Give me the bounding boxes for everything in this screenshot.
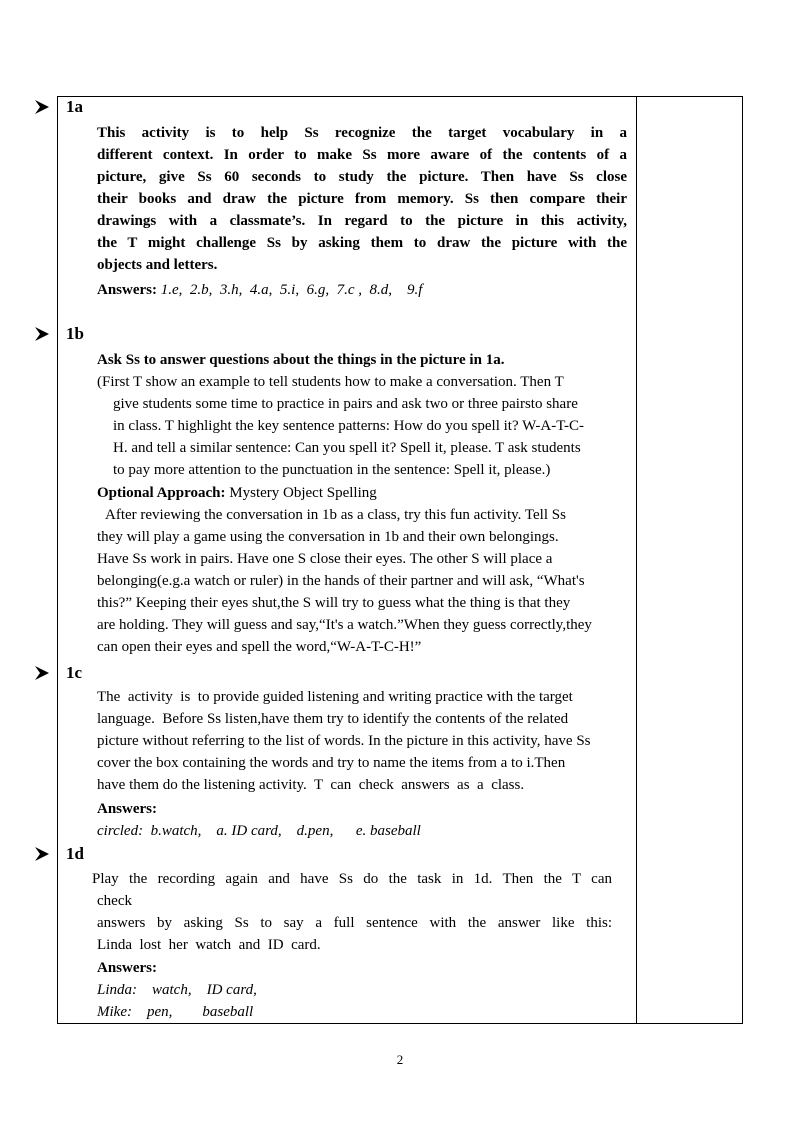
- text-line: H. and tell a similar sentence: Can you spell it? Spell it, please. T ask students: [113, 440, 581, 456]
- text-line: picture, give Ss 60 seconds to study the picture. Then have Ss close: [97, 169, 627, 185]
- text-line: The activity is to provide guided listening and writing practice with the target: [97, 689, 573, 705]
- answers-1d-label: Answers:: [97, 960, 157, 976]
- optional-approach-title: Mystery Object Spelling: [229, 485, 377, 501]
- arrow-bullet-icon: [34, 846, 50, 862]
- arrow-bullet-icon: [34, 665, 50, 681]
- text-line: have them do the listening activity. T can check answers as a class.: [97, 777, 525, 793]
- text-line: After reviewing the conversation in 1b as a class, try this fun activity. Tell Ss: [105, 507, 566, 523]
- text-line: check: [97, 893, 132, 909]
- text-line: objects and letters.: [97, 257, 218, 273]
- section-1d-text: [92, 868, 612, 956]
- text-line: this?” Keeping their eyes shut,the S will try to guess what the thing is that they: [97, 595, 571, 611]
- page-number: 2: [396, 1052, 404, 1067]
- optional-approach-text: [97, 504, 637, 658]
- arrow-bullet-icon: [34, 99, 50, 115]
- section-1c-text: [97, 686, 637, 796]
- text-line: drawings with a classmate’s. In regard to the picture in this activity,: [97, 213, 627, 229]
- text-line: Play the recording again and have Ss do the task in 1d. Then the T can: [92, 871, 612, 887]
- section-heading-1c: 1c: [66, 663, 83, 682]
- answers-1a: [97, 279, 627, 301]
- text-line: they will play a game using the conversation in 1b and their own belongings.: [97, 529, 559, 545]
- text-line: (First T show an example to tell students how to make a conversation. Then T: [97, 374, 564, 390]
- answers-label: Answers:: [97, 282, 157, 298]
- arrow-bullet-icon: [34, 326, 50, 342]
- section-heading-1b: 1b: [66, 324, 84, 343]
- text-line: language. Before Ss listen,have them try to identify the contents of the related: [97, 711, 569, 727]
- answers-value: 1.e, 2.b, 3.h, 4.a, 5.i, 6.g, 7.c , 8.d, 9.f: [160, 282, 423, 298]
- section-heading-1a: 1a: [66, 97, 83, 116]
- text-line: can open their eyes and spell the word,“W-A-T-C-H!”: [97, 639, 422, 655]
- text-line: answers by asking Ss to say a full sentence with the answer like this:: [97, 915, 612, 931]
- section-1b-paragraph: [97, 371, 637, 481]
- section-heading-1d: 1d: [66, 844, 84, 863]
- text-line: Have Ss work in pairs. Have one S close their eyes. The other S will place a: [97, 551, 553, 567]
- answers-1c-value: circled: b.watch, a. ID card, d.pen, e. baseball: [97, 823, 421, 839]
- text-line: in class. T highlight the key sentence patterns: How do you spell it? W-A-T-C-: [113, 418, 585, 434]
- text-line: the T might challenge Ss by asking them to draw the picture with the: [97, 235, 627, 251]
- text-line: picture without referring to the list of words. In the picture in this activity, have Ss: [97, 733, 591, 749]
- optional-approach-label: Optional Approach:: [97, 485, 226, 501]
- answers-1d-line-linda: Linda: watch, ID card,: [97, 982, 257, 998]
- section-1a-text: [97, 122, 627, 276]
- text-line: belonging(e.g.a watch or ruler) in the hands of their partner and will ask, “What's: [97, 573, 585, 589]
- text-line: This activity is to help Ss recognize the target vocabulary in a: [97, 125, 627, 141]
- text-line: are holding. They will guess and say,“It's a watch.”When they guess correctly,they: [97, 617, 592, 633]
- answers-1d-line-mike: Mike: pen, baseball: [97, 1004, 254, 1020]
- text-line: give students some time to practice in pairs and ask two or three pairsto share: [113, 396, 578, 412]
- text-line: Linda lost her watch and ID card.: [97, 937, 321, 953]
- optional-approach: [97, 482, 627, 504]
- answers-1c-label: Answers:: [97, 801, 157, 817]
- text-line: to pay more attention to the punctuation in the sentence: Spell it, please.): [113, 462, 551, 478]
- text-line: different context. In order to make Ss more aware of the contents of a: [97, 147, 627, 163]
- text-line: their books and draw the picture from memory. Ss then compare their: [97, 191, 627, 207]
- text-line: cover the box containing the words and try to name the items from a to i.Then: [97, 755, 566, 771]
- section-1b-task: Ask Ss to answer questions about the things in the picture in 1a.: [97, 352, 505, 368]
